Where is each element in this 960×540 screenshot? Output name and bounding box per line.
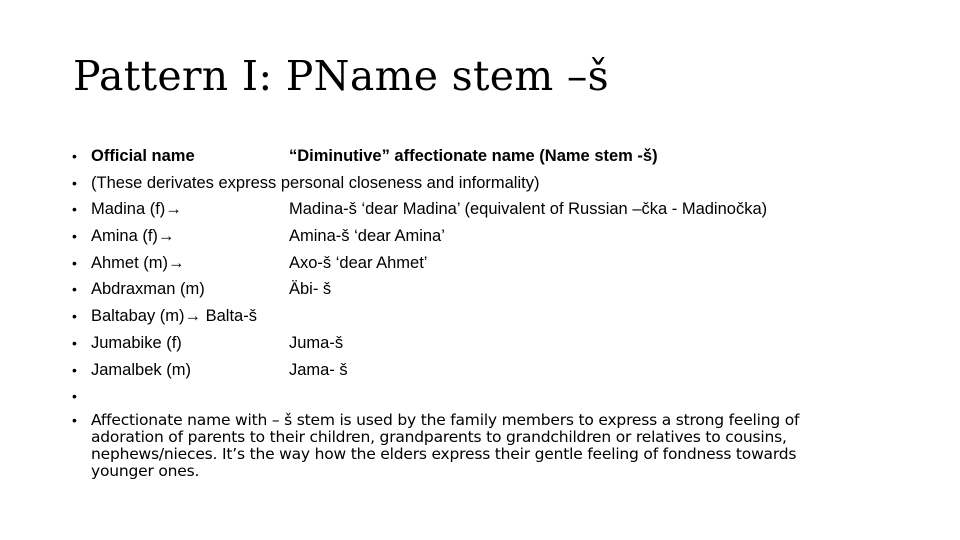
list-item <box>72 250 872 277</box>
list-item <box>72 276 872 303</box>
list-item <box>72 383 872 410</box>
name-column-text: Abdraxman (m) <box>91 280 205 299</box>
diminutive-column-text: Äbi- š <box>289 280 332 299</box>
diminutive-column-text: Amina-š ‘dear Amina’ <box>289 227 445 246</box>
bullet-dot-icon: • <box>72 254 77 271</box>
diminutive-column-text: Jama- š <box>289 360 348 379</box>
name-column-text: (These derivates express personal closeness and informality) <box>91 173 540 192</box>
name-column-text: Jumabike (f) <box>91 333 182 352</box>
bullet-dot-icon: • <box>72 334 77 351</box>
name-column-text: Amina (f)→ <box>91 227 175 246</box>
diminutive-column-text: Axo-š ‘dear Ahmet’ <box>289 253 428 272</box>
bullet-dot-icon: • <box>72 201 77 218</box>
bullet-dot-icon: • <box>72 281 77 298</box>
bullet-dot-icon: • <box>72 361 77 378</box>
list-item <box>72 196 872 223</box>
diminutive-column-text: “Diminutive” affectionate name (Name stem -š) <box>289 147 658 165</box>
explanation-list-item <box>72 412 862 480</box>
bullet-dot-icon: • <box>72 148 77 164</box>
bullet-dot-icon: • <box>72 228 77 245</box>
diminutive-column-text: Juma-š <box>289 333 344 352</box>
name-column-text: Ahmet (m)→ <box>91 253 185 272</box>
name-column-text: Madina (f)→ <box>91 200 182 219</box>
list-item <box>72 357 872 384</box>
list-item <box>72 170 872 197</box>
list-item <box>72 303 872 330</box>
slide-title: Pattern I: PName stem –š <box>73 52 609 100</box>
bullet-dot-icon: • <box>72 388 77 405</box>
list-item <box>72 330 872 357</box>
name-column-text: Baltabay (m)→ Balta-š <box>91 307 257 326</box>
list-item <box>72 143 872 170</box>
bullet-dot-icon: • <box>72 174 77 191</box>
explanation-paragraph: Affectionate name with – š stem is used by the family members to express a strong feeling of adoration of parents to their children, grandparents to grandchildren or relatives to cousins, nephews/nieces. It’s the way how the elders express their gentle feeling of fondness towards younger ones. <box>91 411 800 480</box>
diminutive-column-text: Madina-š ‘dear Madina’ (equivalent of Russian –čka - Madinočka) <box>289 200 768 219</box>
name-column-text: Official name <box>91 147 195 165</box>
bullet-dot-icon: • <box>72 412 77 428</box>
list-item <box>72 223 872 250</box>
bullet-list <box>72 143 872 410</box>
bullet-dot-icon: • <box>72 308 77 325</box>
name-column-text: Jamalbek (m) <box>91 360 191 379</box>
